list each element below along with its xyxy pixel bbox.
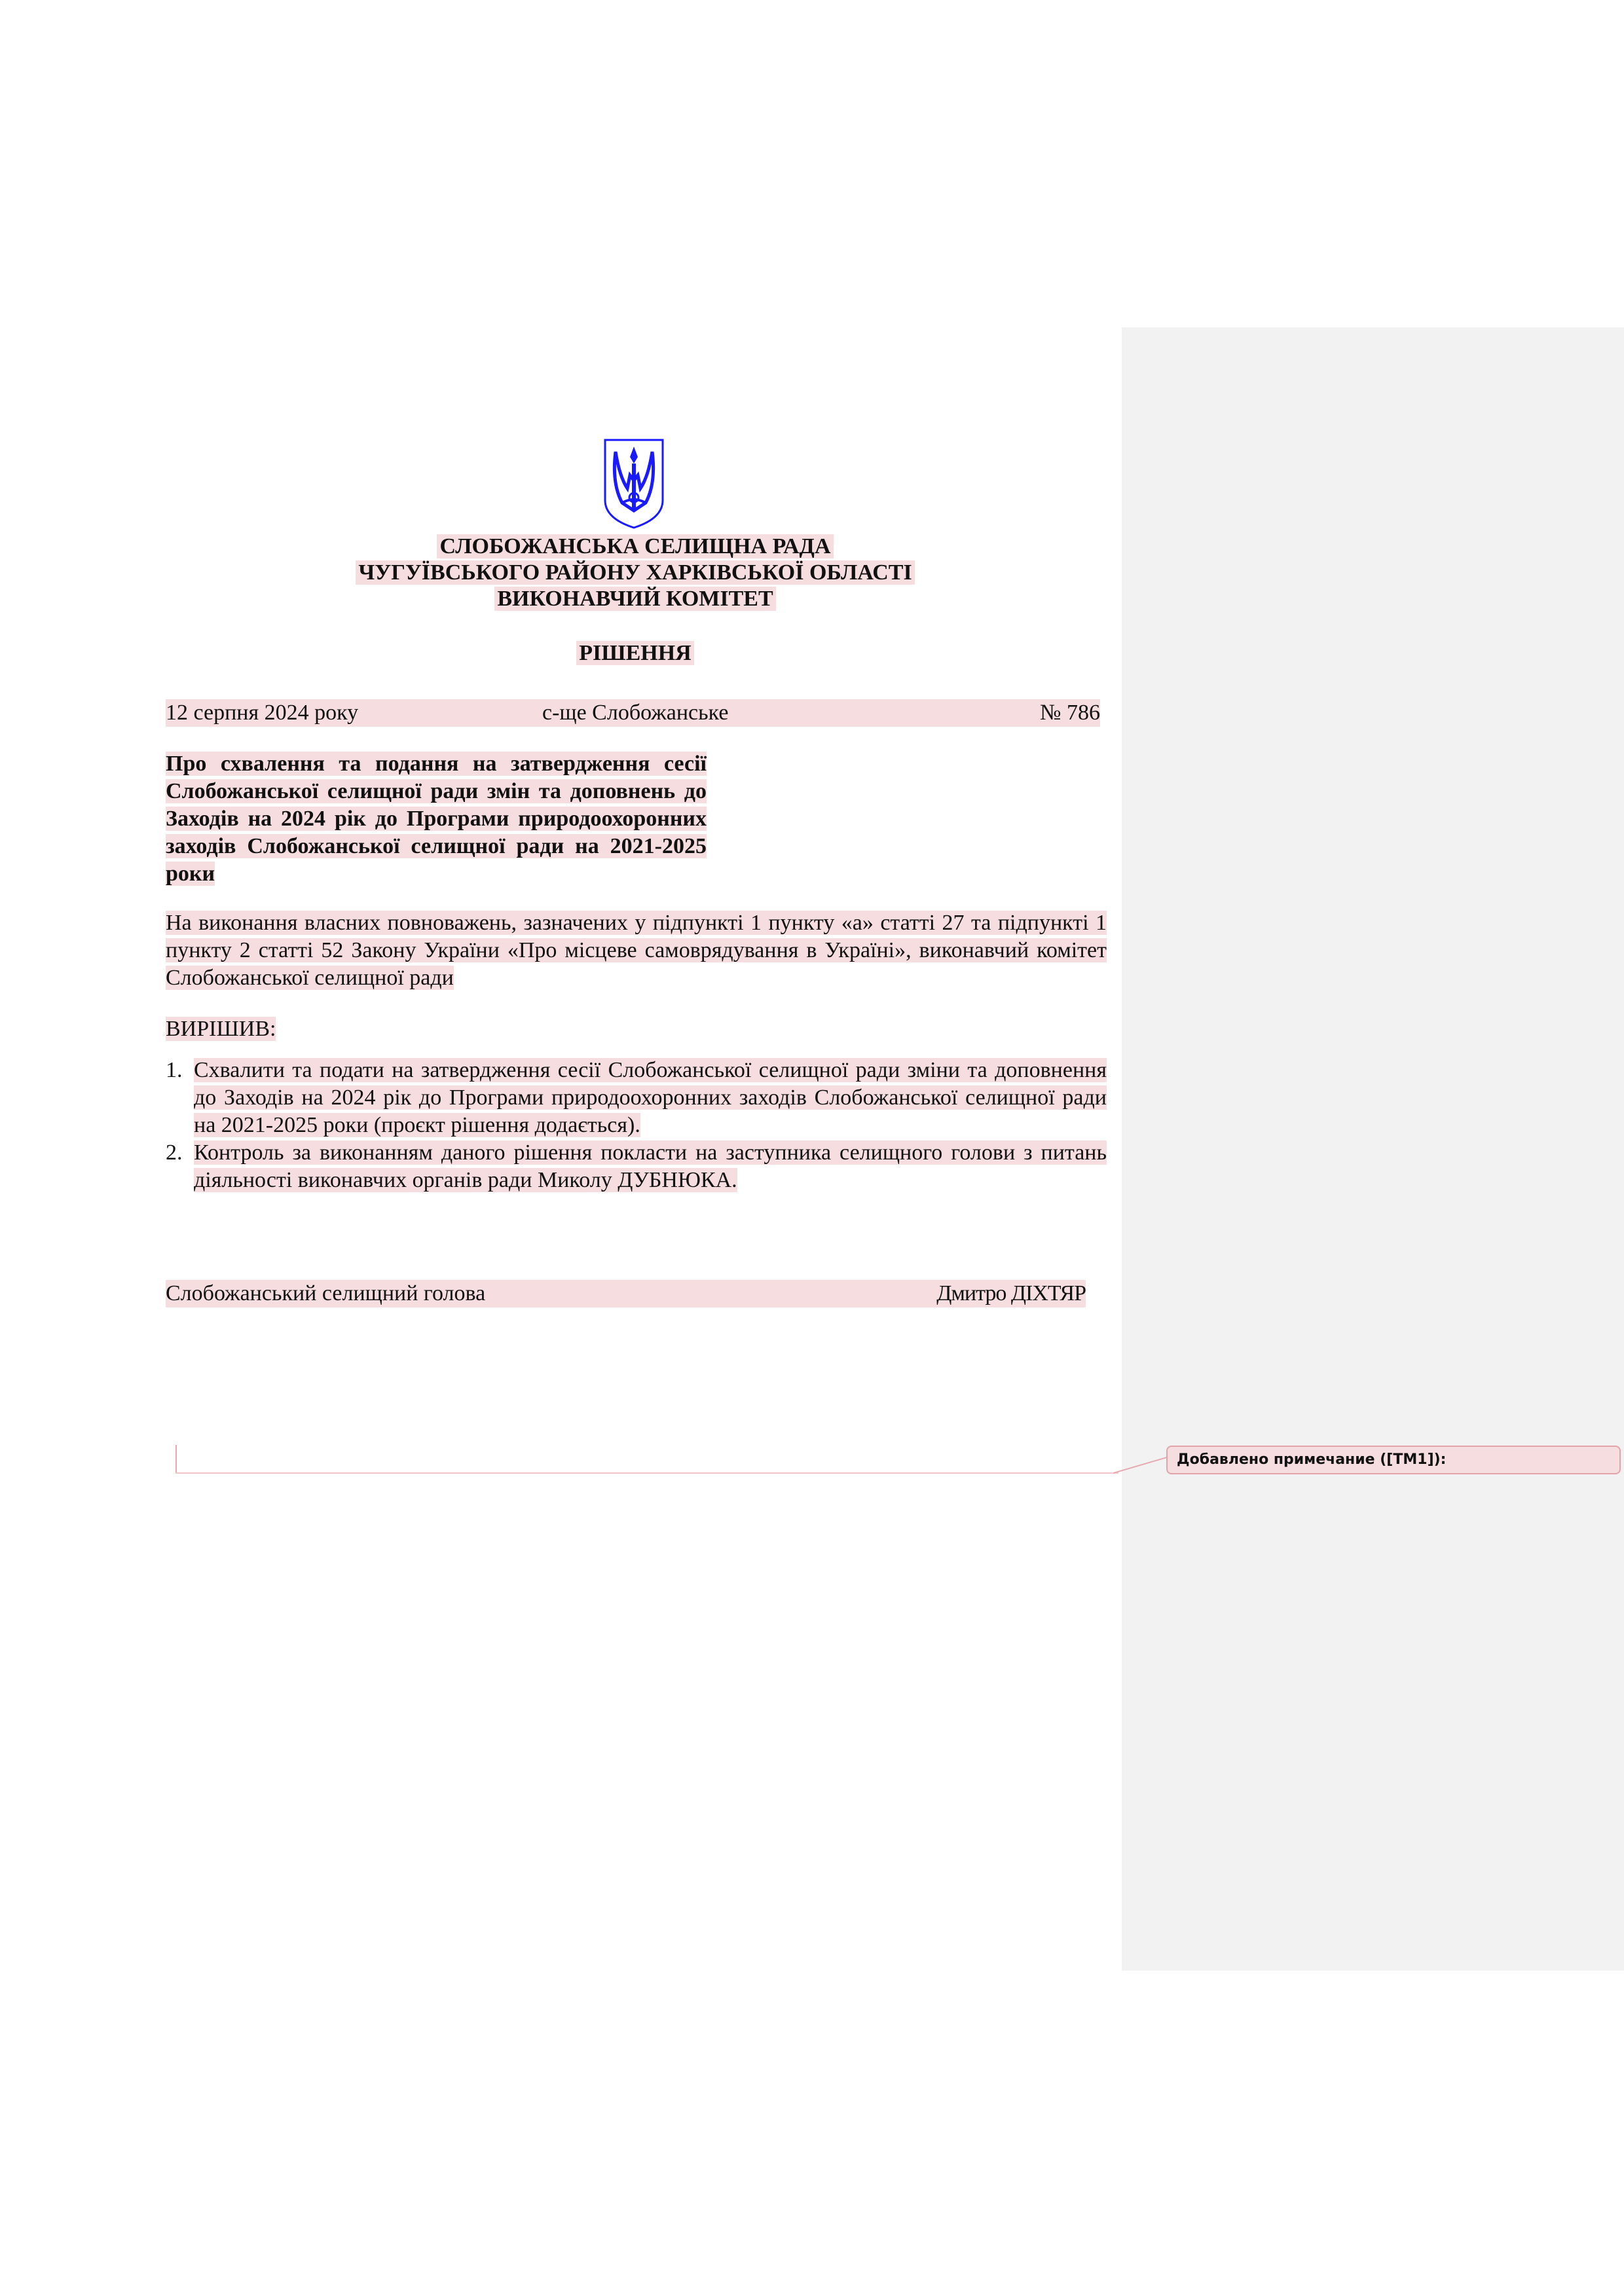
decision-date: 12 серпня 2024 року xyxy=(166,701,359,725)
comment-label: Добавлено примечание ([TM1]): xyxy=(1177,1451,1447,1468)
preamble: На виконання власних повноважень, зазначених у підпункті 1 пункту «а» статті 27 та підпункті 1 пункту 2 статті 52 Закону України «Про місцеве самоврядування в Україні», виконавчий комітет Слобожанської селищної ради xyxy=(166,911,1107,990)
comment-connector-line xyxy=(1113,1452,1172,1478)
tryzub-coat-of-arms-icon xyxy=(602,437,665,530)
date-place-number-row xyxy=(166,699,1100,727)
signatory-position: Слобожанський селищний голова xyxy=(166,1281,486,1305)
committee-name: ВИКОНАВЧИЙ КОМІТЕТ xyxy=(164,586,1107,612)
resolution-item: 2. Контроль за виконанням даного рішення покласти на заступника селищного голови з питань діяльності виконавчих органів ради Миколу ДУБНЮКА. xyxy=(166,1140,1107,1192)
decision-topic: Про схвалення та подання на затвердження сесії Слобожанської селищної ради змін та доповнень до Заходів на 2024 рік до Програми природоохоронних заходів Слобожанської селищної ради на 2021-2025 роки xyxy=(166,752,707,886)
decision-number: № 786 xyxy=(1040,701,1100,725)
resolution-item: 1. Схвалити та подати на затвердження сесії Слобожанської селищної ради зміни та доповнення до Заходів на 2024 рік до Програми природоохоронних заходів Слобожанської селищної ради на 2021-2025 роки (проєкт рішення додається). xyxy=(166,1058,1107,1137)
document-type: РІШЕННЯ xyxy=(164,640,1107,666)
comment-balloon[interactable] xyxy=(1166,1446,1621,1474)
comments-pane xyxy=(1122,327,1624,1971)
signatory-name: Дмитро ДІХТЯР xyxy=(936,1281,1086,1305)
signature-row xyxy=(166,1280,1086,1307)
resolved-heading: ВИРІШИВ: xyxy=(166,1017,276,1041)
decision-place: с-ще Слобожанське xyxy=(542,701,729,725)
comment-anchor-marker[interactable] xyxy=(175,1445,177,1474)
council-name: СЛОБОЖАНСЬКА СЕЛИЩНА РАДА xyxy=(164,534,1107,560)
comment-anchor-line xyxy=(175,1472,1118,1474)
district-name: ЧУГУЇВСЬКОГО РАЙОНУ ХАРКІВСЬКОЇ ОБЛАСТІ xyxy=(164,560,1107,586)
